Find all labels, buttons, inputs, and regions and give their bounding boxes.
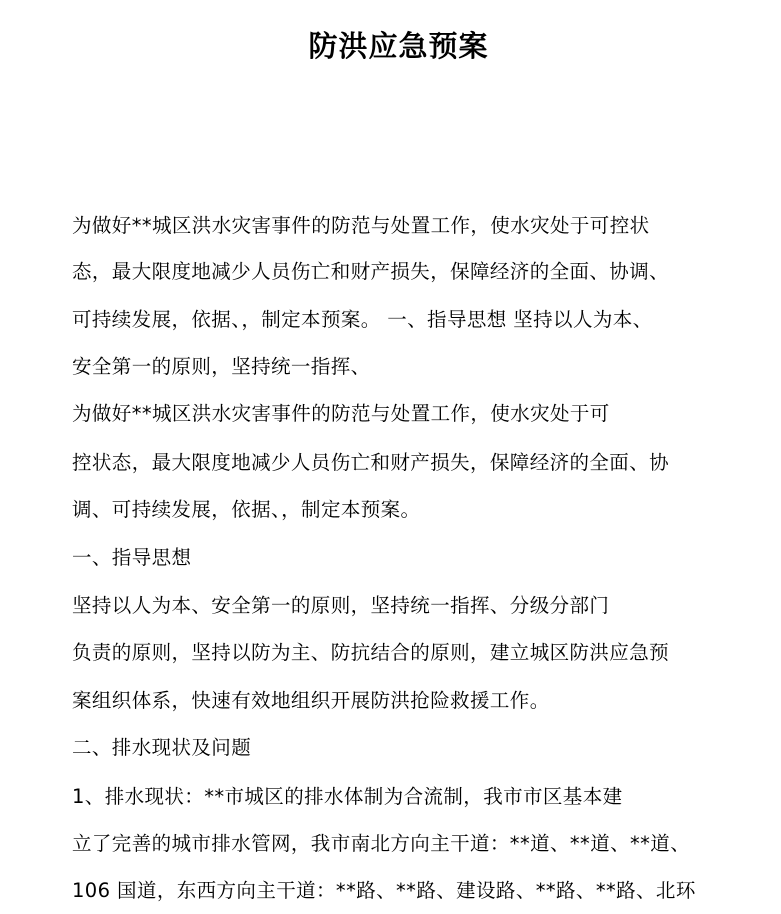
paragraph-line: 立了完善的城市排水管网，我市南北方向主干道：**道、**道、**道、 — [72, 832, 691, 855]
paragraph-line: 案组织体系，快速有效地组织开展防洪抢险救援工作。 — [72, 689, 550, 712]
paragraph-line: 控状态，最大限度地减少人员伤亡和财产损失，保障经济的全面、协 — [72, 451, 670, 474]
paragraph-line: 坚持以人为本、安全第一的原则，坚持统一指挥、分级分部门 — [72, 594, 610, 617]
paragraph-line: 负责的原则，坚持以防为主、防抗结合的原则，建立城区防洪应急预 — [72, 641, 670, 664]
paragraph-line: 安全第一的原则，坚持统一指挥、 — [72, 355, 371, 378]
paragraph-line: 为做好**城区洪水灾害事件的防范与处置工作，使水灾处于可控状 — [72, 214, 650, 237]
section-heading: 二、排水现状及问题 — [72, 736, 252, 759]
paragraph-line: 106 国道，东西方向主干道：**路、**路、建设路、**路、**路、北环 — [72, 879, 696, 902]
section-heading: 一、指导思想 — [72, 546, 192, 569]
paragraph-line: 1、排水现状：**市城区的排水体制为合流制，我市市区基本建 — [72, 785, 623, 808]
paragraph-line: 调、可持续发展，依据、，制定本预案。 — [72, 498, 421, 521]
paragraph-line: 态，最大限度地减少人员伤亡和财产损失，保障经济的全面、协调、 — [72, 260, 670, 283]
document-title: 防洪应急预案 — [308, 29, 489, 63]
paragraph-line: 可持续发展，依据、，制定本预案。 一、指导思想 坚持以人为本、 — [72, 308, 653, 331]
paragraph-line: 为做好**城区洪水灾害事件的防范与处置工作，使水灾处于可 — [72, 402, 610, 425]
